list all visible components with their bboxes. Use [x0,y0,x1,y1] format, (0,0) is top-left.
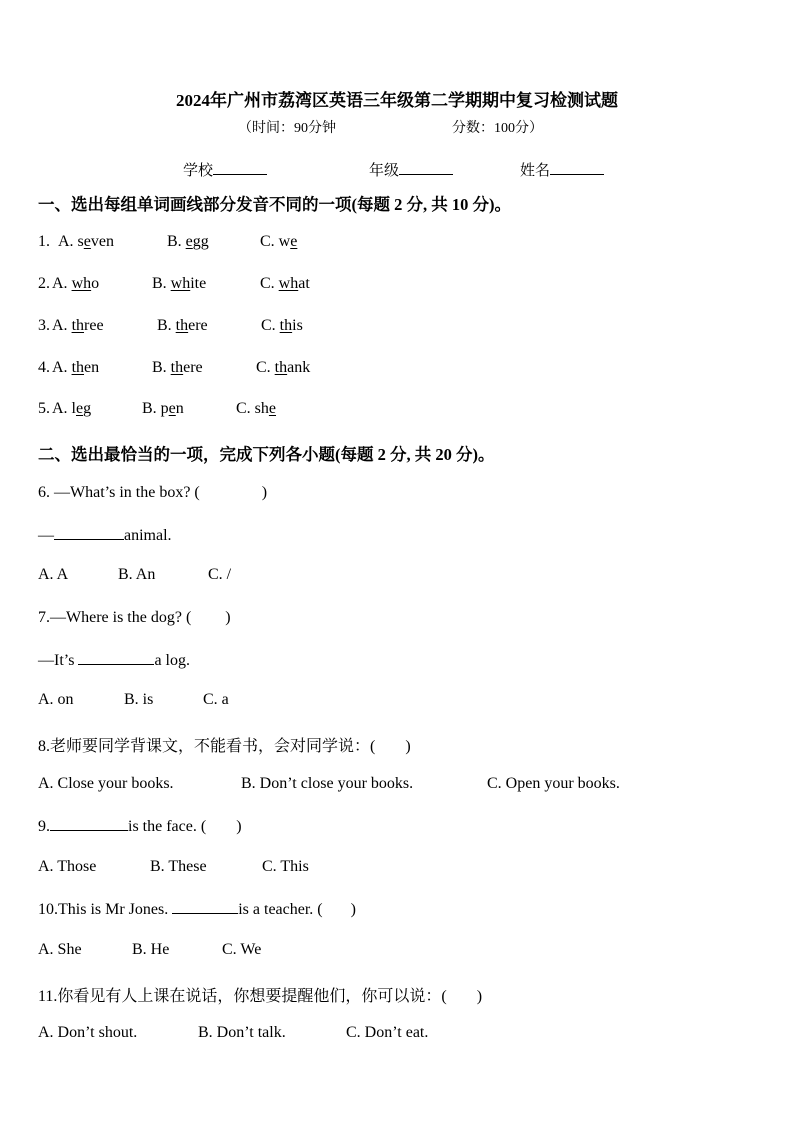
question-3 [38,317,303,335]
question-number: 2. [38,275,50,292]
grade-field [369,159,453,180]
question-number: 1. [38,233,50,250]
option-a: A. Don’t shout. [38,1024,138,1041]
question-number: 5. [38,400,50,417]
option-c: C. thank [256,359,311,376]
answer-space[interactable] [206,817,236,831]
underlined-part: e [83,233,91,250]
fill-blank[interactable] [50,816,128,831]
option-b: B. there [157,317,208,334]
option-b: B. pen [142,400,184,417]
option-b: B. Don’t talk. [198,1024,286,1041]
option-b: B. Don’t close your books. [241,775,414,792]
name-field [520,159,604,180]
fill-blank[interactable] [78,650,154,665]
option-c: C. Open your books. [487,775,620,792]
option-b: B. is [124,691,154,708]
option-b: B. egg [167,233,209,250]
underlined-part: th [274,359,288,376]
underlined-part: wh [278,275,299,292]
underlined-part: e [290,233,298,250]
answer-space[interactable] [447,987,477,1001]
question-1 [38,233,298,251]
question-8: 8.老师要同学背课文，不能看书，会对同学说：( ) [38,738,411,755]
question-10: 10.This is Mr Jones. is a teacher. ( ) [38,901,356,918]
option-b: B. These [150,858,207,875]
question-number: 3. [38,317,50,334]
answer-space[interactable] [191,608,225,622]
option-c: C. This [262,858,309,875]
option-c: C. Don’t eat. [346,1024,429,1041]
answer-space[interactable] [323,900,351,914]
option-a: A. then [52,359,100,376]
school-field [183,159,267,180]
option-a: A. Those [38,858,97,875]
total-score: 分数：100分） [452,121,543,136]
grade-blank[interactable] [399,160,453,175]
option-a: A. who [52,275,100,292]
school-blank[interactable] [213,160,267,175]
question-9: 9. is the face. ( ) [38,818,242,835]
option-b: B. He [132,941,170,958]
underlined-part: th [71,359,85,376]
section1-heading: 一、选出每组单词画线部分发音不同的一项(每题 2 分, 共 10 分)。 [38,195,511,214]
time-limit: （时间：90分钟 [238,121,336,136]
option-c: C. she [236,400,277,417]
option-c: C. a [203,691,229,708]
grade-label: 年级 [369,163,400,179]
question-text: 7.—Where is the dog? ( [38,609,192,626]
exam-title: 2024年广州市荔湾区英语三年级第二学期期中复习检测试题 [176,91,618,110]
option-c: C. / [208,566,232,583]
option-a: A. A [38,566,69,583]
option-b: B. An [118,566,156,583]
question-text: 11.你看见有人上课在说话，你想要提醒他们，你可以说：( [38,988,447,1005]
option-b: B. there [152,359,203,376]
option-c: C. we [260,233,298,250]
option-a: A. on [38,691,74,708]
option-a: A. seven [58,233,114,250]
underlined-part: e [168,400,176,417]
option-c: C. this [261,317,303,334]
name-blank[interactable] [550,160,604,175]
underlined-part: th [279,317,293,334]
option-b: B. white [152,275,207,292]
name-label: 姓名 [520,163,551,179]
question-11: 11.你看见有人上课在说话，你想要提醒他们，你可以说：( ) [38,988,483,1005]
underlined-part: wh [170,275,191,292]
option-a: A. leg [52,400,92,417]
answer-space[interactable] [375,737,405,751]
underlined-part: e [185,233,193,250]
question-5 [38,400,277,418]
underlined-part: th [175,317,189,334]
question-7: 7.—Where is the dog? ( ) [38,609,231,626]
fill-blank[interactable] [54,525,124,540]
question-number: 4. [38,359,50,376]
question-text: 6. —What’s in the box? ( [38,484,200,501]
underlined-part: e [76,400,84,417]
option-a: A. Close your books. [38,775,174,792]
question-2 [38,275,310,293]
underlined-part: wh [71,275,92,292]
option-c: C. what [260,275,310,292]
underlined-part: e [268,400,277,417]
underlined-part: th [170,359,184,376]
question-6: 6. —What’s in the box? ( ) [38,484,268,501]
answer-space[interactable] [200,483,262,497]
fill-blank[interactable] [172,899,238,914]
option-a: A. She [38,941,82,958]
section2-heading: 二、选出最恰当的一项，完成下列各小题(每题 2 分, 共 20 分)。 [38,445,495,464]
school-label: 学校 [183,163,214,179]
question-6-response: — animal. [38,527,172,544]
question-text: 8.老师要同学背课文，不能看书，会对同学说：( [38,738,376,755]
question-4 [38,359,311,377]
option-a: A. three [52,317,104,334]
option-c: C. We [222,941,262,958]
underlined-part: th [71,317,85,334]
question-7-response: —It’s a log. [38,652,190,669]
